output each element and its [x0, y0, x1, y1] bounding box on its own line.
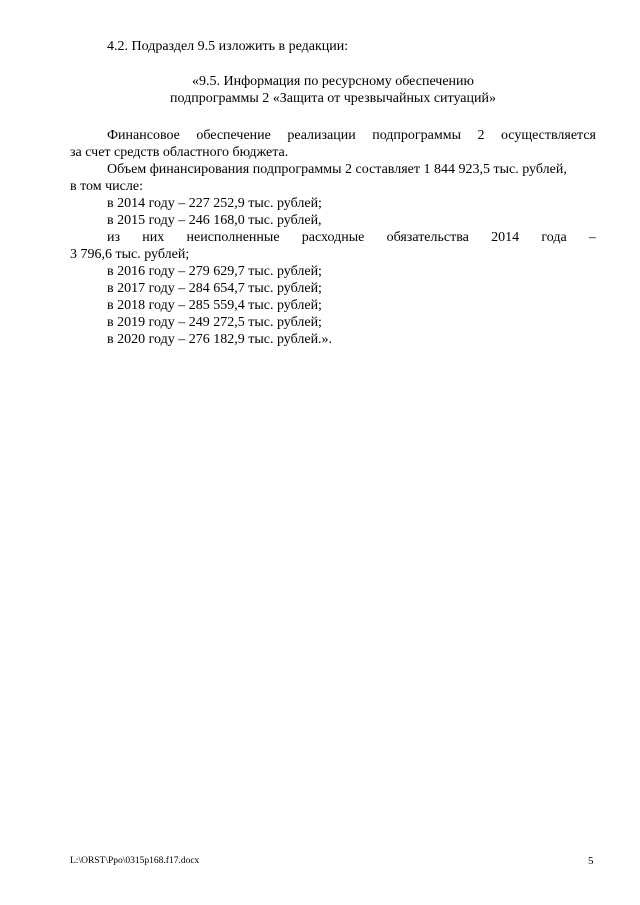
year-2014-line: в 2014 году – 227 252,9 тыс. рублей; — [107, 196, 322, 211]
funding-source-line-2: за счет средств областного бюджета. — [70, 145, 289, 160]
intro-paragraph: 4.2. Подраздел 9.5 изложить в редакции: — [107, 39, 349, 54]
unfulfilled-word: расходные — [301, 230, 365, 245]
year-2016-line: в 2016 году – 279 629,7 тыс. рублей; — [107, 264, 322, 279]
year-2019-line: в 2019 году – 249 272,5 тыс. рублей; — [107, 315, 322, 330]
unfulfilled-word: года — [541, 230, 567, 245]
funding-volume-paragraph — [70, 161, 596, 195]
unfulfilled-word: – — [588, 230, 596, 245]
document-body — [70, 38, 596, 348]
unfulfilled-word: обязательства — [386, 230, 469, 245]
unfulfilled-obligations-line-1 — [70, 229, 596, 246]
year-2020-line: в 2020 году – 276 182,9 тыс. рублей.». — [107, 332, 333, 347]
unfulfilled-word: неисполненные — [186, 230, 280, 245]
footer-file-path: L:\ORST\Ppo\0315p168.f17.docx — [70, 856, 200, 866]
funding-source-paragraph — [70, 127, 596, 161]
year-2015-line: в 2015 году – 246 168,0 тыс. рублей, — [107, 213, 322, 228]
year-2018-line: в 2018 году – 285 559,4 тыс. рублей; — [107, 298, 322, 313]
unfulfilled-obligations-line-2: 3 796,6 тыс. рублей; — [70, 247, 190, 262]
section-heading-line-2: подпрограммы 2 «Защита от чрезвычайных ситуаций» — [170, 91, 496, 106]
footer-page-number: 5 — [588, 855, 594, 867]
unfulfilled-word: них — [142, 230, 165, 245]
unfulfilled-word: 2014 — [491, 230, 520, 245]
funding-volume-line-1: Объем финансирования подпрограммы 2 составляет 1 844 923,5 тыс. рублей, — [107, 162, 567, 177]
funding-source-line-1: Финансовое обеспечение реализации подпрограммы 2 осуществляется — [107, 128, 596, 143]
section-heading-line-1: «9.5. Информация по ресурсному обеспечению — [191, 74, 475, 89]
unfulfilled-word: из — [107, 230, 121, 245]
funding-volume-line-2: в том числе: — [70, 179, 143, 194]
year-2017-line: в 2017 году – 284 654,7 тыс. рублей; — [107, 281, 322, 296]
section-heading — [70, 73, 596, 107]
